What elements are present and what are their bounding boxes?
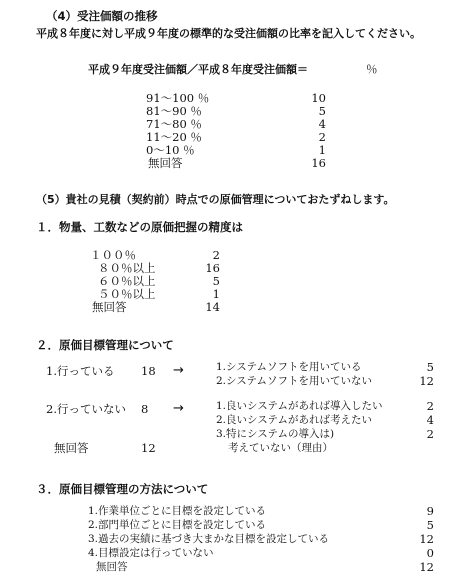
arrow-icon: → <box>173 401 184 416</box>
sub-option-count: 12 <box>419 374 434 388</box>
list-item-label: 無回答 <box>96 561 128 573</box>
list-item-count: 2 <box>212 248 220 262</box>
option-yes-count: 18 <box>141 364 156 378</box>
list-item-label: 4.目標設定は行っていない <box>88 547 214 559</box>
sub-option-label: 2.システムソフトを用いていない <box>216 375 372 387</box>
option-yes-label: 1.行っている <box>46 364 115 378</box>
sub-option-label: 考えていない（理由） <box>228 442 333 454</box>
option-no-answer-label: 無回答 <box>54 441 89 455</box>
list-item-count: 5 <box>212 274 220 288</box>
list-item-label: 91〜100 ％ <box>146 91 210 105</box>
list-item-label: 無回答 <box>148 156 183 170</box>
section4-instruction: 平成８年度に対し平成９年度の標準的な受注価額の比率を記入してください。 <box>36 27 421 40</box>
list-item-count: 12 <box>419 532 434 546</box>
sub-option-count: 2 <box>426 427 434 441</box>
list-item-label: ８０％以上 <box>98 261 156 275</box>
sub-option-label: 3.特にシステムの導入は) <box>216 428 335 440</box>
question1-title: １．物量、工数などの原価把握の精度は <box>36 220 243 234</box>
sub-option-label: 1.良いシステムがあれば導入したい <box>216 400 383 412</box>
option-no-answer-count: 12 <box>141 441 156 455</box>
list-item-label: 0〜10 ％ <box>146 143 195 157</box>
list-item-count: 1 <box>212 287 220 301</box>
list-item-label: 81〜90 ％ <box>146 104 202 118</box>
list-item-label: 1.作業単位ごとに目標を設定している <box>88 505 267 517</box>
list-item-label: 2.部門単位ごとに目標を設定している <box>88 519 267 531</box>
section4-heading: （4）受注価額の推移 <box>46 9 158 23</box>
arrow-icon: → <box>173 363 184 378</box>
list-item-label: 3.過去の実績に基づき大まかな目標を設定している <box>88 533 330 545</box>
list-item-count: 16 <box>311 156 326 170</box>
list-item-count: 14 <box>205 300 220 314</box>
list-item-count: 12 <box>419 560 434 574</box>
list-item-count: 4 <box>318 117 326 131</box>
list-item-label: 無回答 <box>92 300 127 314</box>
option-no-count: 8 <box>141 402 149 416</box>
list-item-count: 10 <box>311 91 326 105</box>
list-item-count: 5 <box>426 518 434 532</box>
formula-unit: ％ <box>366 62 378 76</box>
list-item-label: 71〜80 ％ <box>146 117 202 131</box>
sub-option-label: 2.良いシステムがあれば考えたい <box>216 414 372 426</box>
list-item-count: 9 <box>426 504 434 518</box>
list-item-count: 0 <box>426 546 434 560</box>
list-item-label: ５０％以上 <box>98 287 156 301</box>
list-item-label: ６０％以上 <box>98 274 156 288</box>
list-item-label: 11〜20 ％ <box>146 130 202 144</box>
section5-heading: （5）貴社の見積（契約前）時点での原価管理についておたずねします。 <box>36 193 395 206</box>
option-no-label: 2.行っていない <box>46 402 126 416</box>
list-item-count: 5 <box>318 104 326 118</box>
sub-option-count: 4 <box>426 413 434 427</box>
sub-option-count: 5 <box>426 360 434 374</box>
list-item-count: 1 <box>318 143 326 157</box>
formula-label: 平成９年度受注価額／平成８年度受注価額＝ <box>88 63 308 76</box>
question2-title: ２．原価目標管理について <box>36 338 174 352</box>
list-item-label: １００％ <box>90 248 136 262</box>
list-item-count: 16 <box>205 261 220 275</box>
question3-title: ３．原価目標管理の方法について <box>36 482 209 496</box>
list-item-count: 2 <box>318 130 326 144</box>
sub-option-label: 1.システムソフトを用いている <box>216 361 362 373</box>
sub-option-count: 2 <box>426 399 434 413</box>
